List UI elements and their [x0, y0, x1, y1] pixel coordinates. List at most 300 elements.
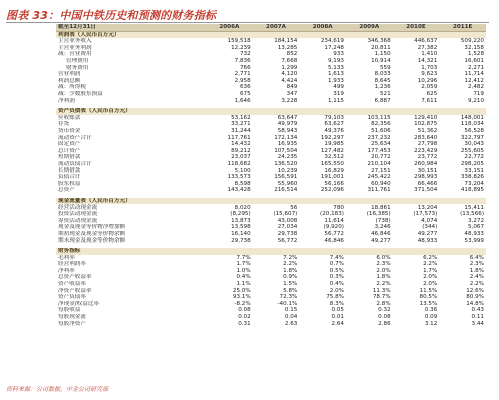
value-cell: 19,985: [324, 141, 344, 148]
value-cell: 2,059: [421, 84, 438, 91]
table-row: [56, 58, 486, 65]
value-cell: (8,295): [230, 211, 251, 218]
value-cell: 13,204: [417, 204, 438, 211]
value-cell: [299, 248, 346, 255]
value-cell: 46,846: [371, 230, 391, 237]
value-cell: [253, 198, 300, 205]
value-cell: 2.0%: [329, 287, 344, 294]
value-cell: 5,133: [327, 64, 344, 71]
value-cell: 13.5%: [419, 300, 438, 307]
value-cell: 234,619: [320, 38, 344, 45]
value-cell: 24,235: [277, 154, 298, 161]
value-cell: 53,162: [231, 114, 251, 121]
table-row: [56, 307, 486, 314]
table-row: [56, 65, 486, 72]
table-row: [56, 218, 486, 225]
table-row: [56, 288, 486, 295]
value-cell: 10,296: [417, 77, 438, 84]
section-header-row: [56, 108, 486, 115]
value-cell: 322,797: [460, 134, 484, 141]
value-cell: 17,248: [324, 44, 344, 51]
value-cell: 5.8%: [283, 287, 298, 294]
row-label: 主营业务收入: [58, 38, 92, 45]
value-cell: 216,514: [274, 187, 298, 194]
value-cell: 10,239: [277, 167, 298, 174]
value-cell: 766: [239, 64, 251, 71]
value-cell: 371,504: [414, 187, 438, 194]
value-cell: 319: [333, 91, 344, 98]
value-cell: 156,591: [274, 174, 298, 181]
row-label: 期初现金及现金等价物余额: [58, 230, 126, 237]
value-cell: 16,140: [231, 230, 251, 237]
value-cell: 51,362: [417, 128, 438, 134]
value-cell: 117,761: [227, 134, 251, 141]
value-cell: 5,067: [467, 224, 484, 231]
table-row: [56, 321, 486, 328]
table-row: [56, 167, 486, 174]
value-cell: 2.63: [284, 320, 298, 327]
table-row: [56, 38, 486, 45]
value-cell: 0.4%: [236, 274, 251, 281]
value-cell: 0.15: [284, 307, 298, 314]
value-cell: 347: [286, 91, 298, 98]
value-cell: 499: [333, 84, 344, 91]
value-cell: 311,761: [367, 187, 391, 194]
value-cell: 2,482: [467, 84, 484, 91]
value-cell: 23,772: [417, 154, 438, 161]
value-cell: 559: [379, 64, 391, 71]
value-cell: 29,738: [277, 230, 298, 237]
value-cell: -8.2%: [234, 300, 251, 307]
value-cell: 127,482: [320, 147, 344, 154]
row-label: 财务费用: [66, 64, 89, 71]
value-cell: 27,151: [371, 167, 391, 174]
value-cell: 7.7%: [236, 254, 251, 261]
value-cell: 73,204: [464, 180, 484, 187]
value-cell: 79,103: [324, 114, 344, 121]
header-cell-year: 2009A: [346, 24, 393, 31]
value-cell: 446,637: [414, 38, 438, 45]
value-cell: 1,410: [421, 51, 438, 58]
value-cell: 22,772: [464, 154, 484, 161]
table-row: [56, 174, 486, 181]
value-cell: 14,432: [231, 141, 251, 148]
value-cell: 80.5%: [419, 294, 438, 301]
value-cell: [346, 108, 393, 115]
value-cell: 1.8%: [376, 274, 391, 281]
value-cell: 93.1%: [232, 294, 251, 301]
value-cell: 1.5%: [283, 281, 298, 288]
table-row: [56, 224, 486, 231]
header-cell-year: 2006A: [206, 24, 253, 31]
value-cell: 298,205: [460, 160, 484, 167]
value-cell: 8,020: [234, 204, 251, 211]
row-label: 现金及现金等价物净增加额: [58, 224, 126, 231]
value-cell: 6.0%: [376, 254, 391, 261]
header-cell-year: 2010E: [393, 24, 440, 31]
value-cell: 0.05: [331, 307, 344, 314]
row-label: 期末现金及现金等价物余额: [58, 237, 126, 244]
value-cell: 32,512: [324, 154, 344, 161]
value-cell: 223,429: [414, 147, 438, 154]
value-cell: 48,933: [417, 237, 438, 244]
value-cell: 2.64: [331, 320, 344, 327]
value-cell: 6.4%: [469, 254, 484, 261]
value-cell: 2.86: [378, 320, 391, 327]
table-row: [56, 268, 486, 275]
row-label: 负债合计: [58, 174, 81, 181]
value-cell: 636: [239, 84, 251, 91]
value-cell: 2.3%: [469, 261, 484, 268]
value-cell: 63,627: [324, 121, 344, 128]
value-cell: 18,861: [371, 204, 391, 211]
value-cell: 1.8%: [283, 267, 298, 274]
value-cell: 191,001: [320, 174, 344, 181]
row-label: 减：少数股东损益: [58, 91, 103, 98]
value-cell: 2,271: [467, 64, 484, 71]
row-label: 主营业务利润: [58, 44, 92, 51]
row-label: 净现金/权益比率: [58, 300, 100, 307]
row-label: 每股现金流: [58, 314, 86, 321]
value-cell: 255,605: [460, 147, 484, 154]
row-label: 总资产收益率: [58, 274, 92, 281]
value-cell: 2.2%: [376, 281, 391, 288]
header-cell-year: 2008A: [299, 24, 346, 31]
row-label: 资产负债表（人民币百万元）: [56, 108, 206, 115]
value-cell: 192,297: [320, 134, 344, 141]
value-cell: 0.09: [424, 314, 438, 321]
table-row: [56, 148, 486, 155]
table-row: [56, 314, 486, 321]
value-cell: 12,412: [464, 77, 484, 84]
section-header-row: [56, 31, 486, 38]
header-cell-label: 截至12月31日: [56, 24, 206, 31]
value-cell: 4,074: [421, 217, 438, 224]
value-cell: 1.7%: [423, 267, 438, 274]
value-cell: 245,422: [367, 174, 391, 181]
value-cell: 32,158: [464, 44, 484, 51]
header-cell-year: 2011E: [439, 24, 486, 31]
value-cell: 0.3%: [329, 274, 344, 281]
value-cell: 2.2%: [423, 261, 438, 268]
value-cell: 3,272: [467, 217, 484, 224]
value-cell: 148,001: [460, 114, 484, 121]
value-cell: 3.12: [424, 320, 438, 327]
value-cell: 0.08: [378, 314, 391, 321]
value-cell: 20,772: [371, 154, 391, 161]
value-cell: 849: [286, 84, 298, 91]
row-label: 营业利润: [58, 71, 81, 78]
value-cell: 11,614: [324, 217, 344, 224]
value-cell: [253, 31, 300, 38]
row-label: 经营利润率: [58, 261, 86, 268]
value-cell: -40.1%: [277, 300, 298, 307]
value-cell: 49,979: [277, 121, 298, 128]
row-label: 现金流量表（人民币百万元）: [56, 198, 206, 205]
table-row: [56, 98, 486, 105]
section-header-row: [56, 248, 486, 255]
value-cell: (13,566): [460, 211, 484, 218]
row-label: 固定资产: [58, 141, 81, 148]
value-cell: [299, 198, 346, 205]
row-label: 筹资活动现金流: [58, 217, 98, 224]
table-row: [56, 128, 486, 135]
value-cell: 1,115: [327, 97, 344, 104]
value-cell: 13,873: [231, 217, 251, 224]
row-label: 股东权益: [58, 180, 81, 187]
value-cell: 10,914: [371, 58, 391, 65]
value-cell: 20,811: [371, 44, 391, 51]
value-cell: 0.01: [331, 314, 344, 321]
value-cell: 23,037: [231, 154, 251, 161]
value-cell: 103,115: [367, 114, 391, 121]
value-cell: 16,601: [464, 58, 484, 65]
value-cell: (20,183): [320, 211, 344, 218]
value-cell: 0.5%: [329, 267, 344, 274]
value-cell: 58,943: [277, 128, 298, 134]
value-cell: 7,836: [234, 58, 251, 65]
value-cell: 14,321: [417, 58, 438, 65]
value-cell: [253, 248, 300, 255]
value-cell: 66,466: [417, 180, 438, 187]
value-cell: [393, 248, 440, 255]
value-cell: 53,999: [464, 237, 484, 244]
row-label: 每股净资产: [58, 320, 86, 327]
row-label: 流动负债合计: [58, 160, 92, 167]
row-label: 利润总额: [58, 77, 81, 84]
table-row: [56, 211, 486, 218]
row-label: 总资产: [58, 187, 75, 194]
value-cell: 0.32: [378, 307, 391, 314]
top-divider: [6, 22, 489, 23]
value-cell: 172,134: [274, 134, 298, 141]
value-cell: 346,368: [367, 38, 391, 45]
table-row: [56, 51, 486, 58]
table-row: [56, 45, 486, 52]
value-cell: 12,239: [231, 44, 251, 51]
value-cell: [439, 248, 486, 255]
value-cell: 2.2%: [469, 281, 484, 288]
value-cell: 13,285: [277, 44, 298, 51]
value-cell: 2.0%: [423, 281, 438, 288]
value-cell: 72.3%: [279, 294, 298, 301]
financial-table: [56, 24, 486, 327]
table-row: [56, 135, 486, 142]
table-row: [56, 161, 486, 168]
row-label: 流动资产合计: [58, 134, 92, 141]
value-cell: 129,410: [414, 114, 438, 121]
row-label: 短期借款: [58, 154, 81, 161]
value-cell: 0.04: [284, 314, 298, 321]
value-cell: 15,411: [464, 204, 484, 211]
table-row: [56, 294, 486, 301]
value-cell: 0.43: [471, 307, 484, 314]
value-cell: 2,958: [234, 77, 251, 84]
value-cell: 48,933: [464, 230, 484, 237]
value-cell: 33,151: [464, 167, 484, 174]
value-cell: [206, 248, 253, 255]
value-cell: 625: [426, 91, 438, 98]
table-row: [56, 231, 486, 238]
value-cell: 8,033: [374, 71, 391, 78]
value-cell: [439, 108, 486, 115]
value-cell: 118,034: [460, 121, 484, 128]
value-cell: 31,244: [231, 128, 251, 134]
value-cell: 11.5%: [419, 287, 438, 294]
table-row: [56, 261, 486, 268]
value-cell: 298,993: [414, 174, 438, 181]
table-row: [56, 78, 486, 85]
value-cell: 0.7%: [329, 261, 344, 268]
value-cell: 82,356: [371, 121, 391, 128]
value-cell: 56,772: [324, 230, 344, 237]
value-cell: 2.2%: [283, 261, 298, 268]
value-cell: 9,210: [467, 97, 484, 104]
value-cell: 0.9%: [283, 274, 298, 281]
value-cell: 16,829: [324, 167, 344, 174]
value-cell: 143,428: [227, 187, 251, 194]
row-label: 净利润: [58, 97, 75, 104]
row-label: 净利率: [58, 267, 75, 274]
value-cell: 56: [290, 204, 298, 211]
table-row: [56, 281, 486, 288]
value-cell: 1,528: [467, 51, 484, 58]
table-row: [56, 204, 486, 211]
value-cell: 25.0%: [232, 287, 251, 294]
value-cell: 27,034: [277, 224, 298, 231]
value-cell: 7.2%: [283, 254, 298, 261]
value-cell: 0.08: [238, 307, 251, 314]
value-cell: 56,528: [464, 128, 484, 134]
section-header-row: [56, 198, 486, 205]
value-cell: [346, 31, 393, 38]
row-label: 长期借款: [58, 167, 81, 174]
value-cell: 11,714: [464, 71, 484, 78]
value-cell: 852: [286, 51, 298, 58]
row-label: 毛利率: [58, 254, 75, 261]
row-label: 减：营业费用: [58, 51, 92, 58]
value-cell: 7,611: [421, 97, 438, 104]
value-cell: 2.3%: [376, 261, 391, 268]
value-cell: 49,277: [417, 230, 438, 237]
table-row: [56, 141, 486, 148]
value-cell: 260,984: [414, 160, 438, 167]
value-cell: 2.8%: [376, 300, 391, 307]
value-cell: 29,738: [231, 237, 251, 244]
table-row: [56, 301, 486, 308]
value-cell: 2.0%: [376, 267, 391, 274]
value-cell: 27,382: [417, 44, 438, 51]
value-cell: [393, 198, 440, 205]
value-cell: [299, 31, 346, 38]
value-cell: 338,826: [460, 174, 484, 181]
value-cell: 8,598: [234, 180, 251, 187]
row-label: 每股收益: [58, 307, 81, 314]
value-cell: [439, 31, 486, 38]
value-cell: 1,613: [327, 71, 344, 78]
value-cell: 9,623: [421, 71, 438, 78]
value-cell: 1.8%: [469, 267, 484, 274]
value-cell: 0.11: [471, 314, 484, 321]
row-label: 应收账款: [58, 114, 81, 121]
value-cell: 0.36: [424, 307, 438, 314]
value-cell: 43,008: [277, 217, 298, 224]
figure-title: 图表 33：中国中铁历史和预测的财务指标: [6, 9, 217, 22]
value-cell: 80.9%: [466, 294, 484, 301]
value-cell: 4,120: [281, 71, 298, 78]
table-row: [56, 121, 486, 128]
value-cell: 732: [239, 51, 251, 58]
value-cell: (15,607): [273, 211, 298, 218]
value-cell: 0.31: [238, 320, 251, 327]
value-cell: 1,703: [421, 64, 438, 71]
value-cell: 283,640: [414, 134, 438, 141]
value-cell: 1,299: [281, 64, 298, 71]
value-cell: 107,504: [274, 147, 298, 154]
value-cell: 675: [239, 91, 251, 98]
financial-table-container: [56, 24, 486, 327]
value-cell: 1,933: [327, 77, 344, 84]
value-cell: [206, 31, 253, 38]
table-header-row: [56, 24, 486, 31]
table-row: [56, 187, 486, 194]
value-cell: (17,573): [413, 211, 438, 218]
value-cell: 780: [333, 204, 344, 211]
value-cell: 2.4%: [469, 274, 484, 281]
row-label: 资产收益率: [58, 281, 86, 288]
table-row: [56, 84, 486, 91]
table-row: [56, 91, 486, 98]
value-cell: 719: [473, 91, 484, 98]
value-cell: 8.3%: [329, 300, 344, 307]
value-cell: 27,798: [417, 141, 438, 148]
value-cell: 1.7%: [236, 261, 251, 268]
value-cell: [393, 108, 440, 115]
row-label: 管理费用: [66, 58, 89, 65]
row-label: 净资产收益率: [58, 287, 92, 294]
table-row: [56, 255, 486, 262]
value-cell: 13,598: [231, 224, 251, 231]
value-cell: [206, 198, 253, 205]
value-cell: 3.44: [471, 320, 484, 327]
header-cell-year: 2007A: [253, 24, 300, 31]
row-label: 投资活动现金流: [58, 211, 98, 218]
value-cell: [393, 31, 440, 38]
value-cell: 7,668: [281, 58, 298, 65]
value-cell: 4,424: [281, 77, 298, 84]
value-cell: 1.1%: [236, 281, 251, 288]
table-row: [56, 274, 486, 281]
table-body: [56, 31, 486, 327]
value-cell: 1,150: [374, 51, 391, 58]
value-cell: 75.8%: [326, 294, 344, 301]
value-cell: 184,154: [274, 38, 298, 45]
value-cell: 2.0%: [423, 274, 438, 281]
value-cell: [346, 198, 393, 205]
table-row: [56, 154, 486, 161]
value-cell: 89,212: [231, 147, 251, 154]
value-cell: (738): [375, 217, 391, 224]
value-cell: 1,236: [374, 84, 391, 91]
value-cell: 1,646: [234, 97, 251, 104]
row-label: 总计资产: [58, 147, 81, 154]
row-label: 利润表（人民币百万元）: [56, 31, 206, 38]
value-cell: [346, 248, 393, 255]
value-cell: 9,193: [327, 58, 344, 65]
value-cell: 78.7%: [372, 294, 391, 301]
value-cell: 63,647: [277, 114, 298, 121]
value-cell: 14.8%: [466, 300, 484, 307]
